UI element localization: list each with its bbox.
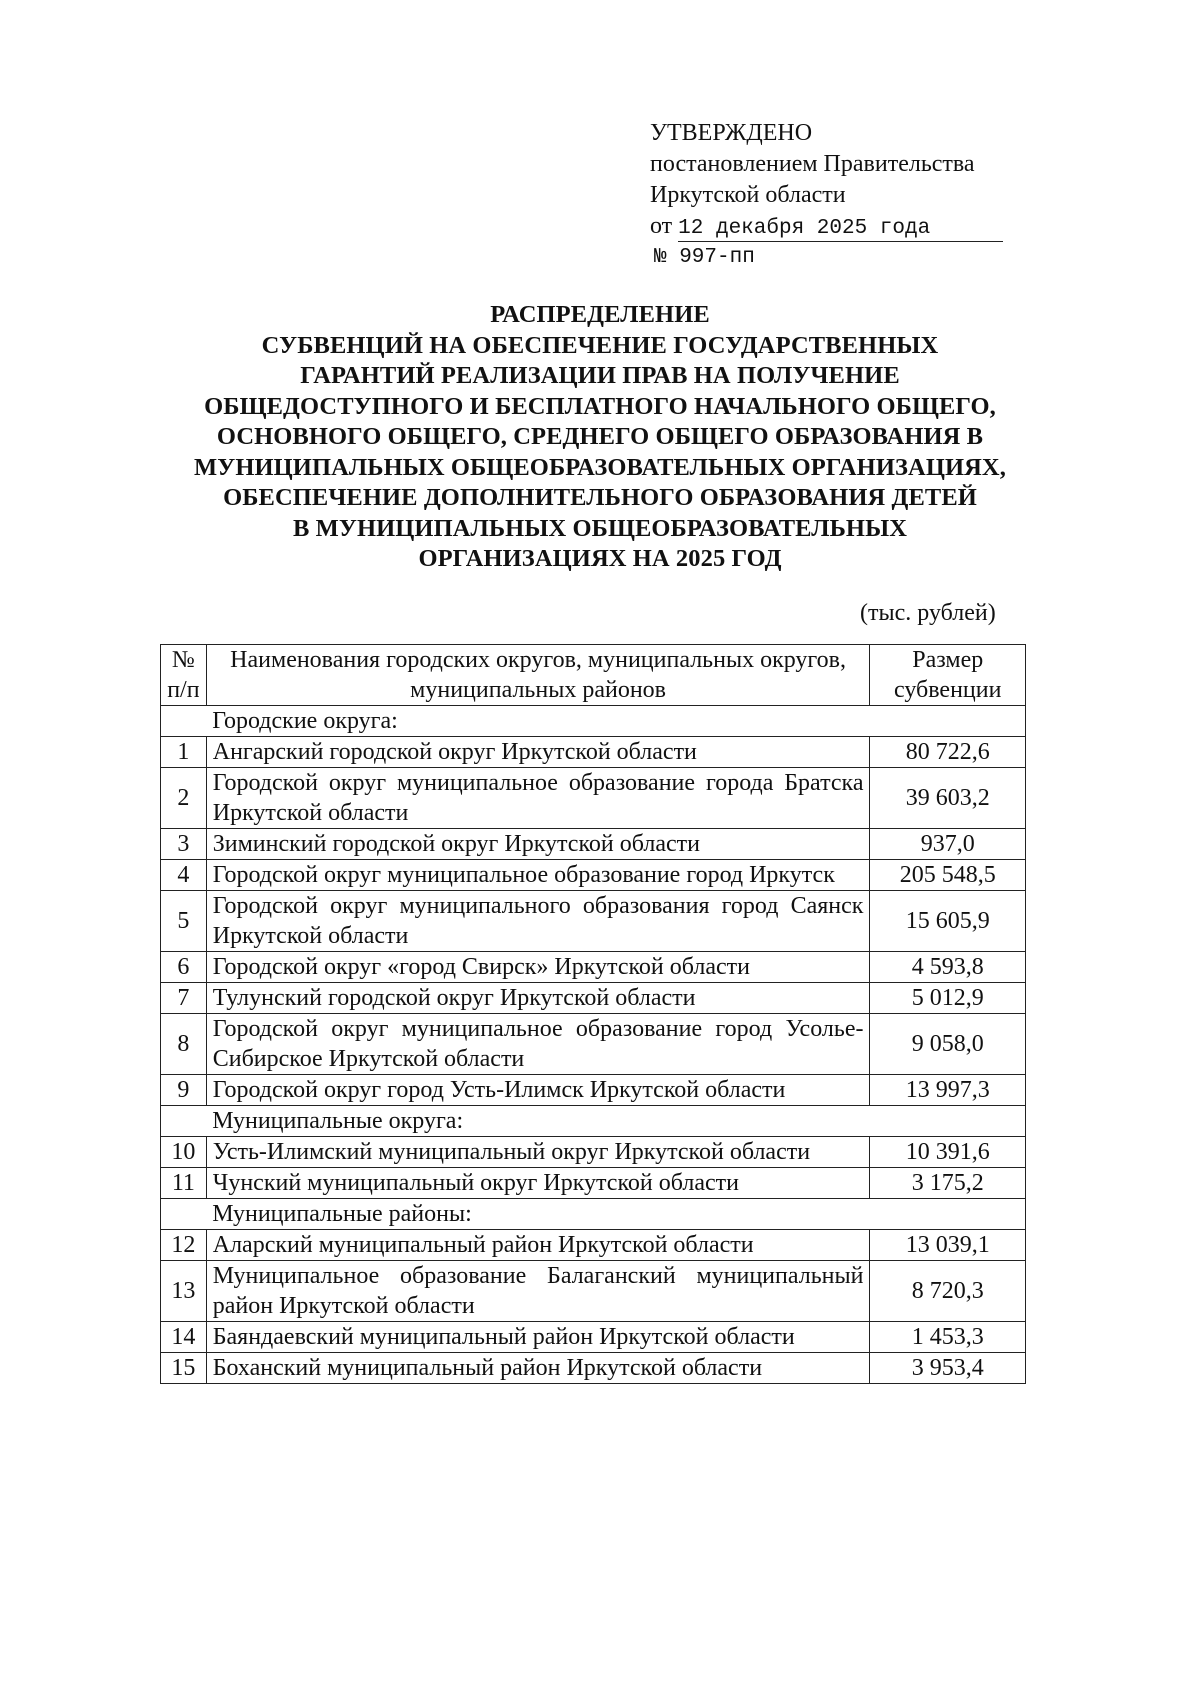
- row-number: 6: [161, 952, 207, 983]
- row-name: Баяндаевский муниципальный район Иркутской области: [206, 1322, 870, 1353]
- approval-stamp: [650, 118, 1003, 273]
- row-value: 1 453,3: [870, 1322, 1026, 1353]
- row-name: Городской округ муниципальное образование города Братска Иркутской области: [206, 768, 870, 829]
- approval-date-row: [650, 211, 1003, 242]
- row-name: Городской округ город Усть-Илимск Иркутской области: [206, 1075, 870, 1106]
- table-row: [161, 860, 1026, 891]
- row-number: 3: [161, 829, 207, 860]
- approval-date: 12 декабря 2025 года: [678, 217, 1003, 242]
- row-name: Аларский муниципальный район Иркутской области: [206, 1230, 870, 1261]
- row-name: Тулунский городской округ Иркутской области: [206, 983, 870, 1014]
- title-line: ОБЕСПЕЧЕНИЕ ДОПОЛНИТЕЛЬНОГО ОБРАЗОВАНИЯ ДЕТЕЙ: [223, 484, 977, 511]
- row-value: 13 997,3: [870, 1075, 1026, 1106]
- row-value: 15 605,9: [870, 891, 1026, 952]
- section-row: [161, 1199, 1026, 1230]
- section-label: Муниципальные районы:: [206, 1199, 1025, 1230]
- row-value: 205 548,5: [870, 860, 1026, 891]
- date-prefix: от: [650, 213, 673, 239]
- section-number-blank: [161, 706, 207, 737]
- row-value: 3 953,4: [870, 1353, 1026, 1384]
- document-title: [150, 300, 1050, 575]
- row-value: 10 391,6: [870, 1137, 1026, 1168]
- section-row: [161, 1106, 1026, 1137]
- table-row: [161, 737, 1026, 768]
- table-row: [161, 1353, 1026, 1384]
- table-row: [161, 1075, 1026, 1106]
- row-name: Зиминский городской округ Иркутской области: [206, 829, 870, 860]
- row-value: 39 603,2: [870, 768, 1026, 829]
- row-value: 80 722,6: [870, 737, 1026, 768]
- section-number-blank: [161, 1106, 207, 1137]
- table-row: [161, 1014, 1026, 1075]
- table-row: [161, 768, 1026, 829]
- title-line: СУБВЕНЦИЙ НА ОБЕСПЕЧЕНИЕ ГОСУДАРСТВЕННЫХ: [261, 331, 939, 359]
- table-row: [161, 1137, 1026, 1168]
- header-value: Размер субвенции: [870, 645, 1026, 706]
- approval-heading: УТВЕРЖДЕНО: [650, 120, 813, 146]
- row-value: 9 058,0: [870, 1014, 1026, 1075]
- row-number: 13: [161, 1261, 207, 1322]
- row-number: 10: [161, 1137, 207, 1168]
- section-label: Городские округа:: [206, 706, 1025, 737]
- title-line: В МУНИЦИПАЛЬНЫХ ОБЩЕОБРАЗОВАТЕЛЬНЫХ: [292, 514, 908, 542]
- header-name: Наименования городских округов, муниципальных округов, муниципальных районов: [206, 645, 870, 706]
- row-value: 5 012,9: [870, 983, 1026, 1014]
- row-number: 8: [161, 1014, 207, 1075]
- title-line: ОБЩЕДОСТУПНОГО И БЕСПЛАТНОГО НАЧАЛЬНОГО ОБЩЕГО,: [204, 392, 996, 420]
- table-row: [161, 1322, 1026, 1353]
- header-number: № п/п: [161, 645, 207, 706]
- row-number: 4: [161, 860, 207, 891]
- units-label: (тыс. рублей): [860, 600, 996, 626]
- row-value: 4 593,8: [870, 952, 1026, 983]
- row-value: 937,0: [870, 829, 1026, 860]
- table-row: [161, 1261, 1026, 1322]
- table-row: [161, 829, 1026, 860]
- row-number: 2: [161, 768, 207, 829]
- row-number: 7: [161, 983, 207, 1014]
- row-value: 8 720,3: [870, 1261, 1026, 1322]
- table-row: [161, 1168, 1026, 1199]
- title-line: ОРГАНИЗАЦИЯХ НА 2025 ГОД: [418, 545, 782, 572]
- row-name: Усть-Илимский муниципальный округ Иркутской области: [206, 1137, 870, 1168]
- section-label: Муниципальные округа:: [206, 1106, 1025, 1137]
- title-line: РАСПРЕДЕЛЕНИЕ: [490, 301, 710, 328]
- row-value: 3 175,2: [870, 1168, 1026, 1199]
- row-name: Боханский муниципальный район Иркутской области: [206, 1353, 870, 1384]
- row-number: 12: [161, 1230, 207, 1261]
- table-row: [161, 952, 1026, 983]
- table-row: [161, 983, 1026, 1014]
- title-line: ГАРАНТИЙ РЕАЛИЗАЦИИ ПРАВ НА ПОЛУЧЕНИЕ: [300, 362, 900, 389]
- section-number-blank: [161, 1199, 207, 1230]
- table-header-row: [161, 645, 1026, 706]
- subvention-table: [160, 644, 1026, 1384]
- row-name: Городской округ муниципальное образование город Усолье-Сибирское Иркутской области: [206, 1014, 870, 1075]
- row-name: Городской округ «город Свирск» Иркутской области: [206, 952, 870, 983]
- row-value: 13 039,1: [870, 1230, 1026, 1261]
- row-name: Ангарский городской округ Иркутской области: [206, 737, 870, 768]
- table-row: [161, 1230, 1026, 1261]
- row-name: Чунский муниципальный округ Иркутской области: [206, 1168, 870, 1199]
- row-number: 11: [161, 1168, 207, 1199]
- row-number: 5: [161, 891, 207, 952]
- table-row: [161, 891, 1026, 952]
- approval-line-region: Иркутской области: [650, 182, 846, 208]
- title-line: ОСНОВНОГО ОБЩЕГО, СРЕДНЕГО ОБЩЕГО ОБРАЗОВАНИЯ В: [216, 423, 984, 450]
- row-number: 15: [161, 1353, 207, 1384]
- section-row: [161, 706, 1026, 737]
- approval-number: № 997-пп: [654, 246, 755, 269]
- row-number: 1: [161, 737, 207, 768]
- row-number: 14: [161, 1322, 207, 1353]
- row-number: 9: [161, 1075, 207, 1106]
- row-name: Муниципальное образование Балаганский муниципальный район Иркутской области: [206, 1261, 870, 1322]
- approval-line-resolution: постановлением Правительства: [650, 151, 975, 177]
- row-name: Городской округ муниципальное образование город Иркутск: [206, 860, 870, 891]
- title-line: МУНИЦИПАЛЬНЫХ ОБЩЕОБРАЗОВАТЕЛЬНЫХ ОРГАНИЗАЦИЯХ,: [194, 453, 1006, 481]
- row-name: Городской округ муниципального образования город Саянск Иркутской области: [206, 891, 870, 952]
